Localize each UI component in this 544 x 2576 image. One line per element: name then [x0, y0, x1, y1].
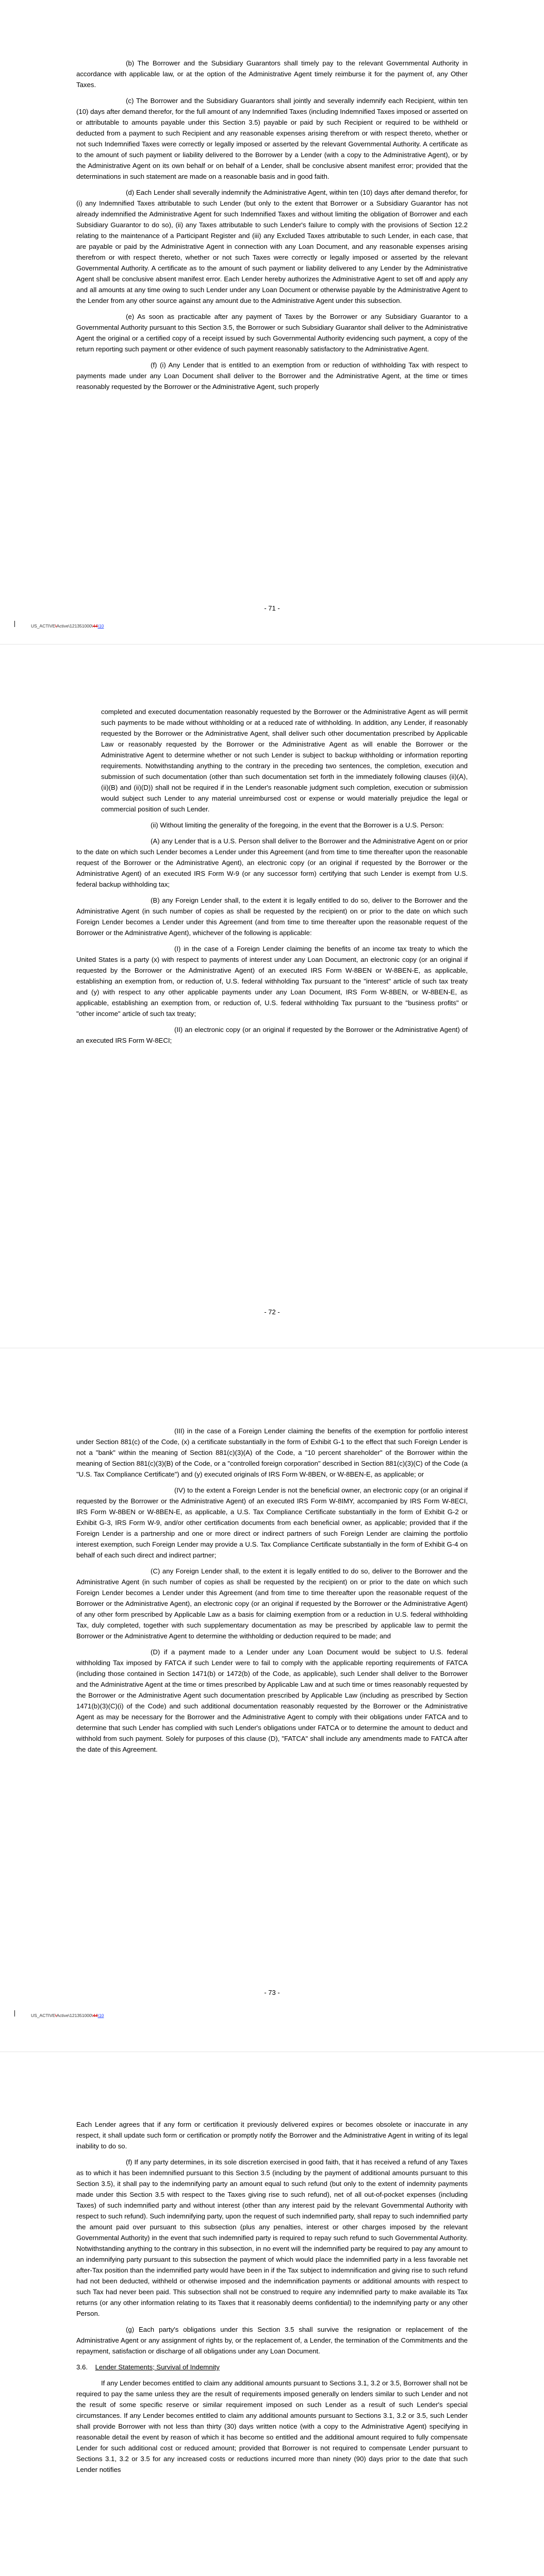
paragraph-iii-portfolio: (III) in the case of a Foreign Lender claiming the benefits of the exemption for portfolio interest under Section 881(c) of the Code, (x) a certificate substantially in the form of Exhibit G-1 to the effect that such Foreign Lender is not a "bank" within the meaning of Section 881(c)(3)(A) of the Code, a "10 percent shareholder" of the Borrower within the meaning of Section 881(c)(3)(B) of the Code, or a "controlled foreign corporation" described in Section 881(c)(3)(C) of the Code (a "U.S. Tax Compliance Certificate") and (y) executed originals of IRS Form W-8BEN, or W-8BEN-E, as applicable; or [76, 1427, 468, 1478]
paragraph-d: (d) Each Lender shall severally indemnify the Administrative Agent, within ten (10) days after demand therefor, for (i) any Indemnified Taxes attributable to such Lender (but only to the extent that Borrower or a Subsidiary Guarantor has not already indemnified the Administrative Agent for such Indemnified Taxes and without limiting the obligation of Borrower and each Subsidiary Guarantor to do so), (ii) any Taxes attributable to such Lender's failure to comply with the provisions of Section 12.2 relating to the maintenance of a Participant Register and (iii) any Excluded Taxes attributable to such Lender, in each case, that are payable or paid by the Administrative Agent in connection with any Loan Document, and any reasonable expenses arising therefrom or with respect thereto, whether or not such Taxes were correctly or legally imposed or asserted by the relevant Governmental Authority. A certificate as to the amount of such payment or liability delivered to any Lender by the Administrative Agent shall be conclusive absent manifest error. Each Lender hereby authorizes the Administrative Agent to set off and apply any and all amounts at any time owing to such Lender under any Loan Document or otherwise payable by the Administrative Agent to the Lender from any other source against any amount due to the Administrative Agent under this subsection. [76, 189, 468, 304]
page-73 [0, 1348, 544, 2052]
document-id: US_ACTIVE\Active\121351000\44\10 [31, 623, 104, 629]
paragraph-ii-w8eci: (II) an electronic copy (or an original if requested by the Borrower or the Administrative Agent) of an executed IRS Form W-8ECI; [76, 1026, 468, 1044]
paragraph-b: (b) The Borrower and the Subsidiary Guarantors shall timely pay to the relevant Governmental Authority in accordance with applicable law, or at the option of the Administrative Agent timely reimburse it for the payment of, any Other Taxes. [76, 59, 468, 89]
section-3-6-body: If any Lender becomes entitled to claim any additional amounts pursuant to Sections 3.1, 3.2 or 3.5, Borrower shall not be required to pay the same unless they are the result of requirements imposed generally on lenders similar to such Lender and not the result of some specific reserve or similar requirement imposed on such Lender as a result of such Lender's special circumstances. If any Lender becomes entitled to claim any additional amounts pursuant to Sections 3.1, 3.2 or 3.5, such Lender shall provide Borrower with not less than thirty (30) days written notice (with a copy to the Administrative Agent) specifying in reasonable detail the event by reason of which it has become so entitled and the additional amount required to fully compensate Lender for such additional cost or reduced amount; provided that Borrower is not required to compensate Lender pursuant to Sections 3.1, 3.2 or 3.5 for any increased costs or reductions incurred more than ninety (90) days prior to the date that such Lender notifies [76, 2379, 468, 2473]
page-number: - 71 - [264, 604, 280, 612]
paragraph-f-ii: (ii) Without limiting the generality of the foregoing, in the event that the Borrower is a U.S. Person: [151, 821, 444, 829]
paragraph-f-i: (f) (i) Any Lender that is entitled to an exemption from or reduction of withholding Tax with respect to payments made under any Loan Document shall deliver to the Borrower and the Administrative Agent, at the time or times reasonably requested by the Borrower or the Administrative Agent, such properly [76, 361, 468, 391]
section-title: Lender Statements; Survival of Indemnity [95, 2363, 220, 2371]
page-72 [0, 645, 544, 1348]
paragraph-iv-beneficial: (IV) to the extent a Foreign Lender is not the beneficial owner, an electronic copy (or an original if requested by the Borrower or the Administrative Agent) of an executed IRS Form W-8IMY, accompanied by IRS Form W-8ECI, IRS Form W-8BEN or W-8BEN-E, as applicable, a U.S. Tax Compliance Certificate substantially in the form of Exhibit G-2 or Exhibit G-3, IRS Form W-9, and/or other certification documents from each beneficial owner, as applicable; provided that if the Foreign Lender is a partnership and one or more direct or indirect partners of such Foreign Lender are claiming the portfolio interest exemption, such Foreign Lender may provide a U.S. Tax Compliance Certificate substantially in the form of Exhibit G-4 on behalf of each such direct and indirect partner; [76, 1486, 468, 1559]
page-74 [0, 2052, 544, 2576]
page-number: - 72 - [264, 1308, 280, 1316]
paragraph-a: (A) any Lender that is a U.S. Person shall deliver to the Borrower and the Administrative Agent on or prior to the date on which such Lender becomes a Lender under this Agreement (and from time to time thereafter upon the reasonable request of the Borrower or the Administrative Agent), an electronic copy (or an original if requested by the Borrower or the Administrative Agent) of an executed IRS Form W-9 (or any successor form) certifying that such Lender is exempt from U.S. federal backup withholding tax; [76, 837, 468, 888]
paragraph-continuation: completed and executed documentation reasonably requested by the Borrower or the Administrative Agent as will permit such payments to be made without withholding or at a reduced rate of withholding. In addition, any Lender, if reasonably requested by the Borrower or the Administrative Agent, shall deliver such other documentation prescribed by Applicable Law or reasonably requested by the Borrower or the Administrative Agent as will enable the Borrower or the Administrative Agent to determine whether or not such Lender is subject to backup withholding or information reporting requirements. Notwithstanding anything to the contrary in the preceding two sentences, the completion, execution and submission of such documentation (other than such documentation set forth in the immediately following clauses (ii)(A), (ii)(B) and (ii)(D)) shall not be required if in the Lender's reasonable judgment such completion, execution or submission would subject such Lender to any material unreimbursed cost or expense or would materially prejudice the legal or commercial position of such Lender. [101, 708, 468, 813]
paragraph-g-survival: (g) Each party's obligations under this Section 3.5 shall survive the resignation or replacement of the Administrative Agent or any assignment of rights by, or the replacement of, a Lender, the termination of the Commitments and the repayment, satisfaction or discharge of all obligations under any Loan Document. [76, 2326, 468, 2355]
paragraph-f-refund: (f) If any party determines, in its sole discretion exercised in good faith, that it has received a refund of any Taxes as to which it has been indemnified pursuant to this Section 3.5 (including by the payment of additional amounts pursuant to this Section 3.5), it shall pay to the indemnifying party an amount equal to such refund (but only to the extent of indemnity payments made under this Section 3.5 with respect to the Taxes giving rise to such refund), net of all out-of-pocket expenses (including Taxes) of such indemnified party and without interest (other than any interest paid by the relevant Governmental Authority with respect to such refund). Such indemnifying party, upon the request of such indemnified party, shall repay to such indemnified party the amount paid over pursuant to this subsection (plus any penalties, interest or other charges imposed by the relevant Governmental Authority) in the event that such indemnified party is required to repay such refund to such Governmental Authority. Notwithstanding anything to the contrary in this subsection, in no event will the indemnified party be required to pay any amount to an indemnifying party pursuant to this subsection the payment of which would place the indemnified party in a less favorable net after-Tax position than the indemnified party would have been in if the Tax subject to indemnification and giving rise to such refund had not been deducted, withheld or otherwise imposed and the indemnification payments or additional amounts with respect to such Tax had never been paid. This subsection shall not be construed to require any indemnified party to make available its Tax returns (or any other information relating to its Taxes that it reasonably deems confidential) to the indemnifying party or any other Person. [76, 2158, 468, 2317]
paragraph-b-foreign: (B) any Foreign Lender shall, to the extent it is legally entitled to do so, deliver to the Borrower and the Administrative Agent (in such number of copies as shall be requested by the recipient) on or prior to the date on which such Foreign Lender becomes a Lender under this Agreement (and from time to time thereafter upon the reasonable request of the Borrower or the Administrative Agent), whichever of the following is applicable: [76, 896, 468, 937]
document-id: US_ACTIVE\Active\121351000\44\10 [31, 2013, 104, 2018]
section-heading [76, 2362, 468, 2372]
page-71 [0, 0, 544, 644]
paragraph-e: (e) As soon as practicable after any payment of Taxes by the Borrower or any Subsidiary Guarantor to a Governmental Authority pursuant to this Section 3.5, the Borrower or such Subsidiary Guarantor shall deliver to the Administrative Agent the original or a certified copy of a receipt issued by such Governmental Authority evidencing such payment, a copy of the return reporting such payment or other evidence of such payment reasonably satisfactory to the Administrative Agent. [76, 313, 468, 353]
paragraph-update-forms: Each Lender agrees that if any form or certification it previously delivered expires or becomes obsolete or inaccurate in any respect, it shall update such form or certification or promptly notify the Borrower and the Administrative Agent in writing of its legal inability to do so. [76, 2121, 468, 2150]
paragraph-c: (c) The Borrower and the Subsidiary Guarantors shall jointly and severally indemnify each Recipient, within ten (10) days after demand therefor, for the full amount of any Indemnified Taxes (including Indemnified Taxes imposed or asserted on or attributable to amounts payable under this Section 3.5) payable or paid by such Recipient or required to be withheld or deducted from a payment to such Recipient and any reasonable expenses arising therefrom or with respect thereto, whether or not such Indemnified Taxes were correctly or legally imposed or asserted by the relevant Governmental Authority. A certificate as to the amount of such payment or liability delivered to the Borrower by a Lender (with a copy to the Administrative Agent), or by the Administrative Agent on its own behalf or on behalf of a Lender, shall be conclusive absent manifest error; provided that the determinations in such statement are made on a reasonable basis and in good faith. [76, 97, 468, 180]
paragraph-c-other-form: (C) any Foreign Lender shall, to the extent it is legally entitled to do so, deliver to the Borrower and the Administrative Agent (in such number of copies as shall be requested by the recipient) on or prior to the date on which such Foreign Lender becomes a Lender under this Agreement (and from time to time thereafter upon the reasonable request of the Borrower or the Administrative Agent), an electronic copy (or an original if requested by the Borrower or the Administrative Agent) of any other form prescribed by Applicable Law as a basis for claiming exemption from or a reduction in U.S. federal withholding Tax, duly completed, together with such supplementary documentation as may be prescribed by applicable law to permit the Borrower or the Administrative Agent to determine the withholding or deduction required to be made; and [76, 1567, 468, 1640]
page-number: - 73 - [264, 1989, 280, 1996]
change-bar [14, 2010, 15, 2016]
section-number: 3.6. [76, 2363, 88, 2371]
paragraph-i-treaty: (I) in the case of a Foreign Lender claiming the benefits of an income tax treaty to which the United States is a party (x) with respect to payments of interest under any Loan Document, an electronic copy (or an original if requested by the Borrower or the Administrative Agent) of an executed IRS Form W-8BEN or W-8BEN-E, as applicable, establishing an exemption from, or reduction of, U.S. federal withholding Tax pursuant to the "interest" article of such tax treaty and (y) with respect to any other applicable payments under any Loan Document, IRS Form W-8BEN, or W-8BEN-E, as applicable, establishing an exemption from, or reduction of, U.S. federal withholding Tax pursuant to the "business profits" or "other income" article of such tax treaty; [76, 945, 468, 1018]
paragraph-d-fatca: (D) if a payment made to a Lender under any Loan Document would be subject to U.S. federal withholding Tax imposed by FATCA if such Lender were to fail to comply with the applicable reporting requirements of FATCA (including those contained in Section 1471(b) or 1472(b) of the Code, as applicable), such Lender shall deliver to the Borrower and the Administrative Agent at the time or times prescribed by Applicable Law and at such time or times reasonably requested by the Borrower or the Administrative Agent such documentation prescribed by Applicable Law (including as prescribed by Section 1471(b)(3)(C)(i) of the Code) and such additional documentation reasonably requested by the Borrower or the Administrative Agent as may be necessary for the Borrower and the Administrative Agent to comply with their obligations under FATCA and to determine that such Lender has complied with such Lender's obligations under FATCA or to determine the amount to deduct and withhold from such payment. Solely for purposes of this clause (D), "FATCA" shall include any amendments made to FATCA after the date of this Agreement. [76, 1648, 468, 1753]
change-bar [14, 621, 15, 627]
